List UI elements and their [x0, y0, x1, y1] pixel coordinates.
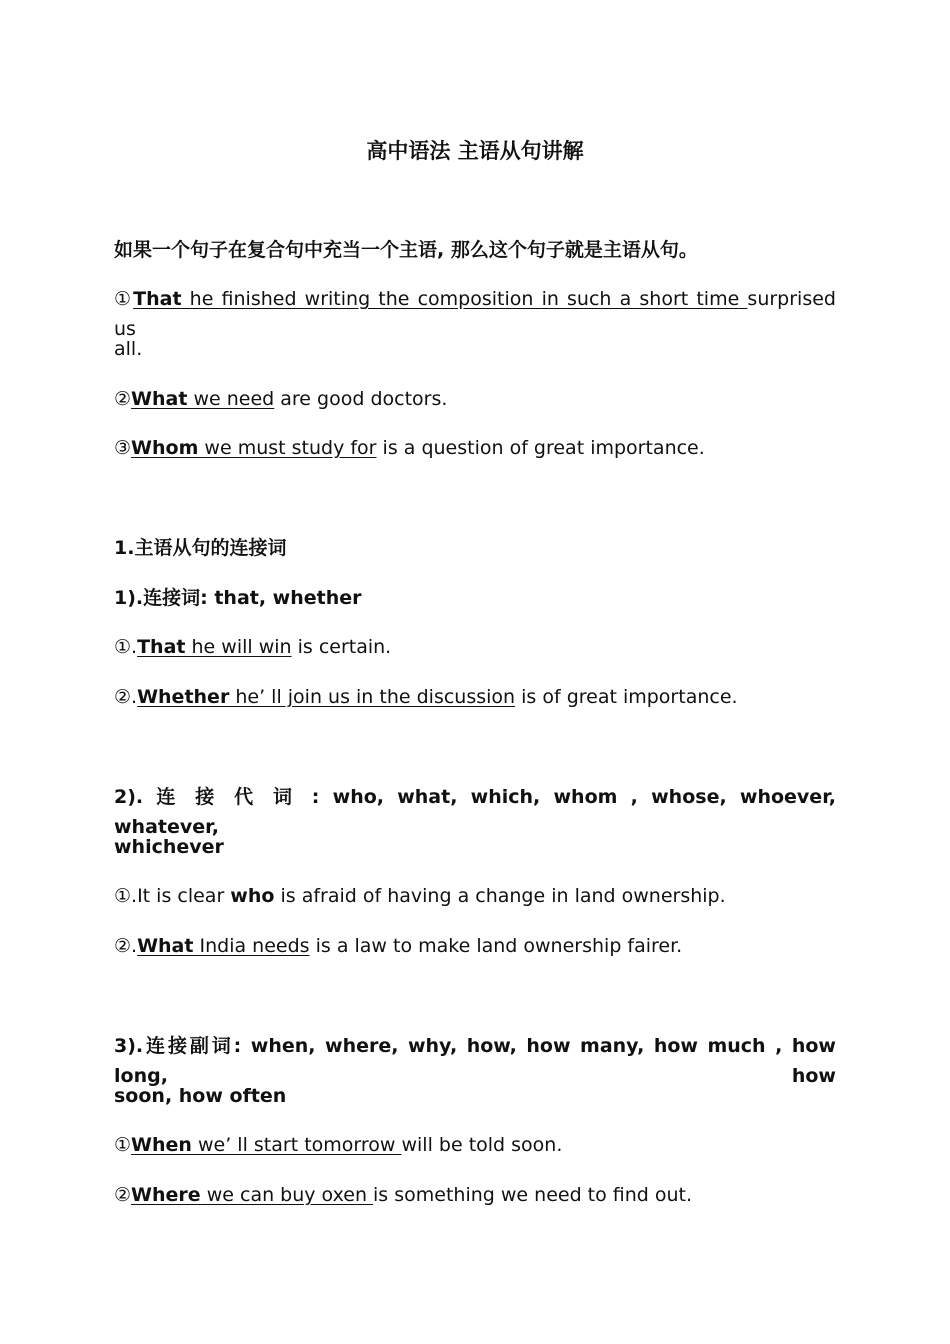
- clause-text: he will win: [185, 636, 292, 658]
- connective-keyword: What: [131, 388, 188, 410]
- clause-text: we must study for: [198, 437, 377, 459]
- predicate-text: is afraid of having a change in land ownership.: [274, 885, 726, 907]
- connective-keyword: That: [137, 636, 186, 658]
- sub1-example-1: [114, 632, 836, 662]
- example-number: ②.: [114, 686, 138, 708]
- example-number: ②: [114, 388, 132, 410]
- predicate-text: will be told soon.: [401, 1134, 563, 1156]
- example-number: ①.: [114, 636, 138, 658]
- subject-clause: [131, 437, 376, 459]
- intro-text: 如果一个句子在复合句中充当一个主语, 那么这个句子就是主语从句。: [114, 239, 698, 261]
- example-1-line2: all.: [114, 338, 143, 360]
- predicate-text: is certain.: [291, 636, 392, 658]
- sub3-example-1: [114, 1130, 836, 1160]
- example-number: ②: [114, 1184, 132, 1206]
- example-number: ③: [114, 437, 132, 459]
- subsection-heading-1: 1).连接词: that, whether: [114, 587, 362, 609]
- example-number: ①: [114, 288, 134, 310]
- subject-clause: [137, 636, 291, 658]
- subject-clause: [137, 935, 309, 957]
- example-number: ①: [114, 1134, 132, 1156]
- predicate-text: surprised us: [114, 288, 836, 340]
- clause-text: we’ ll start tomorrow: [191, 1134, 402, 1156]
- clause-text: we need: [187, 388, 275, 410]
- clause-text: we can buy oxen: [200, 1184, 374, 1206]
- sub2-example-2: [114, 931, 836, 961]
- sub3-example-2: [114, 1180, 836, 1210]
- clause-text: he finished writing the composition in such a short time: [181, 288, 748, 310]
- predicate-text: are good doctors.: [274, 388, 448, 410]
- predicate-text: is something we need to find out.: [373, 1184, 693, 1206]
- example-2: [114, 384, 836, 414]
- connective-keyword: When: [131, 1134, 192, 1156]
- predicate-text: is a question of great importance.: [376, 437, 705, 459]
- example-3: [114, 433, 836, 463]
- connective-keyword: Whom: [131, 437, 199, 459]
- lead-text: It is clear: [137, 885, 231, 907]
- sub1-example-2: [114, 682, 836, 712]
- example-number: ②.: [114, 935, 138, 957]
- subsection-heading-3-line2: soon, how often: [114, 1085, 287, 1107]
- connective-keyword: That: [133, 288, 182, 310]
- subject-clause: [133, 288, 747, 310]
- connective-keyword: What: [137, 935, 194, 957]
- subsection-heading-2-line2: whichever: [114, 836, 224, 858]
- predicate-text: is of great importance.: [515, 686, 738, 708]
- subject-clause: [137, 686, 515, 708]
- subsection-heading-2-line1: 2). 连 接 代 词 : who, what, which, whom , whose, whoever, whatever,: [114, 786, 836, 838]
- subject-clause: [131, 1184, 373, 1206]
- document-title: 高中语法 主语从句讲解: [366, 139, 584, 163]
- connective-keyword: Whether: [137, 686, 230, 708]
- section-heading: 1.主语从句的连接词: [114, 537, 287, 559]
- connective-keyword: Where: [131, 1184, 201, 1206]
- clause-text: India needs: [193, 935, 310, 957]
- predicate-text: is a law to make land ownership fairer.: [309, 935, 683, 957]
- subject-clause: [131, 388, 274, 410]
- example-number: ①.: [114, 885, 138, 907]
- subsection-heading-3-line1: 3).连接副词: when, where, why, how, how many, how much , how long, how: [114, 1035, 836, 1087]
- sub2-example-1: [114, 881, 836, 911]
- subject-clause: [131, 1134, 401, 1156]
- clause-text: he’ ll join us in the discussion: [229, 686, 516, 708]
- connective-keyword: who: [230, 885, 275, 907]
